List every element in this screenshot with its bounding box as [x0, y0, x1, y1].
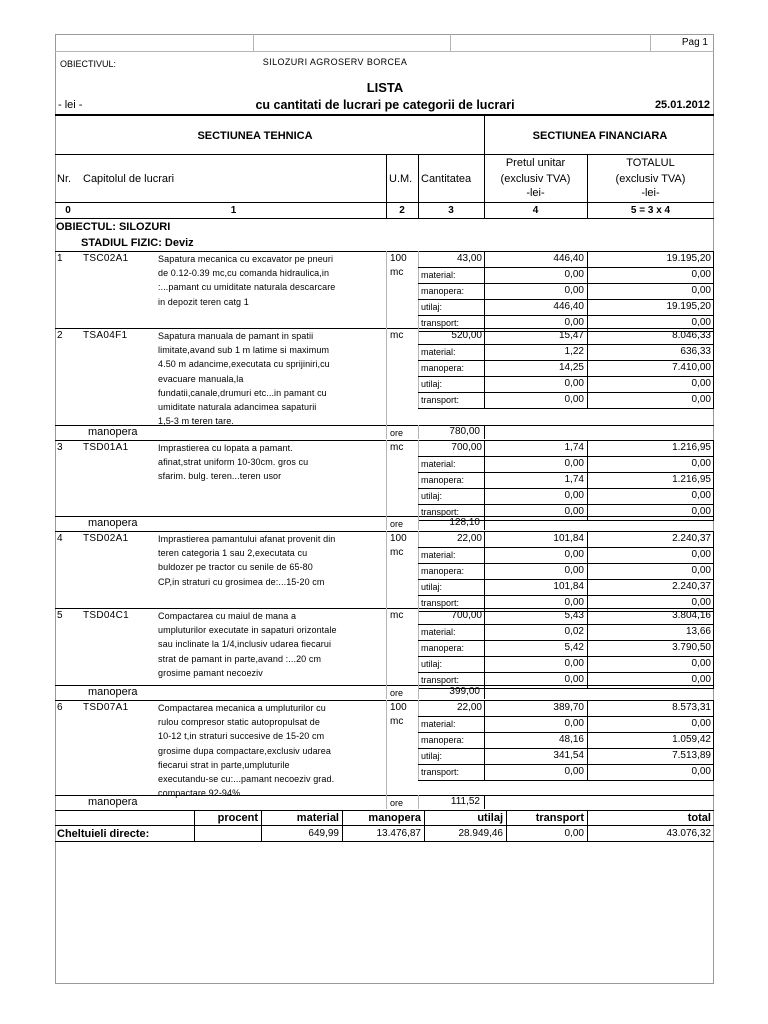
breakdown-total: 0,00 — [691, 506, 711, 517]
document-title: LISTA — [366, 80, 404, 95]
item-description-line: rulou compresor static autopropulsat de — [158, 717, 320, 728]
breakdown-total: 2.240,37 — [672, 581, 711, 592]
table-rule — [55, 531, 714, 532]
item-code: TSD04C1 — [83, 610, 130, 621]
breakdown-total: 7.513,89 — [672, 750, 711, 761]
item-code: TSC02A1 — [83, 253, 129, 264]
item-total: 8.573,31 — [672, 702, 711, 713]
breakdown-price: 0,00 — [564, 718, 584, 729]
breakdown-total: 0,00 — [691, 597, 711, 608]
item-quantity: 520,00 — [451, 330, 482, 341]
item-description-line: 1,5-3 m teren tare. — [158, 416, 234, 427]
header-total-line2: (exclusiv TVA) — [615, 173, 686, 185]
section-tehnica: SECTIUNEA TEHNICA — [197, 130, 313, 142]
breakdown-price: 0,00 — [564, 458, 584, 469]
manopera-label: manopera — [88, 796, 138, 808]
item-unit-price: 446,40 — [553, 253, 584, 264]
col-number: 5 = 3 x 4 — [630, 205, 671, 216]
table-rule — [386, 795, 387, 809]
table-rule — [713, 608, 714, 688]
table-rule — [713, 440, 714, 520]
item-unit: 100 — [390, 253, 407, 264]
table-rule — [418, 716, 714, 717]
item-description-line: Sapatura manuala de pamant in spatii — [158, 331, 314, 341]
breakdown-price: 101,84 — [553, 581, 584, 592]
table-rule — [418, 472, 714, 473]
item-number: 3 — [57, 442, 63, 453]
table-rule — [386, 251, 387, 331]
header-cantitate: Cantitatea — [421, 173, 472, 185]
breakdown-label: material: — [421, 347, 456, 357]
table-rule — [418, 748, 714, 749]
document-subtitle: cu cantitati de lucrari pe categorii de lucrari — [255, 98, 515, 112]
manopera-unit: ore — [390, 798, 404, 808]
header-pret-line3: -lei- — [526, 187, 545, 199]
breakdown-price: 0,02 — [564, 626, 584, 637]
item-unit: 100 — [390, 702, 407, 713]
breakdown-label: material: — [421, 459, 456, 469]
breakdown-total: 0,00 — [691, 269, 711, 280]
breakdown-total: 636,33 — [680, 346, 711, 357]
item-description-line: umpluturilor executate in sapaturi orizontale — [158, 625, 337, 636]
manopera-label: manopera — [88, 517, 138, 529]
item-description-line: grosime dupa compactare,exclusiv udarea — [158, 745, 331, 756]
item-description-line: de 0.12-0.39 mc,cu comanda hidraulica,in — [158, 268, 330, 279]
item-unit-price: 101,84 — [553, 533, 584, 544]
table-rule — [418, 376, 714, 377]
table-rule — [386, 608, 387, 688]
table-rule — [418, 488, 714, 489]
breakdown-total: 1.216,95 — [672, 474, 711, 485]
breakdown-total: 7.410,00 — [672, 362, 711, 373]
summary-material: 649,99 — [308, 828, 339, 839]
breakdown-price: 341,54 — [553, 750, 584, 761]
manopera-hours: 399,00 — [449, 686, 480, 697]
breakdown-label: transport: — [421, 675, 460, 685]
item-quantity: 700,00 — [451, 610, 482, 621]
summary-header-procent: procent — [217, 812, 258, 824]
item-description-line: compactare 92-94% — [158, 788, 241, 799]
summary-header-material: material — [296, 812, 339, 824]
item-unit: mc — [390, 610, 404, 621]
item-total: 2.240,37 — [672, 533, 711, 544]
summary-header-transport: transport — [535, 812, 584, 824]
item-description-line: teren categoria 1 sau 2,executata cu — [158, 548, 308, 559]
item-description-line: strat de pamant in parte,avand :...20 cm — [158, 653, 322, 664]
item-description-line: sau inclinate la 1/4,inclusiv udarea fiecarui — [158, 639, 332, 650]
breakdown-price: 0,00 — [564, 490, 584, 501]
header-nr: Nr. — [57, 173, 72, 185]
objectiv-name: SILOZURI AGROSERV BORCEA — [262, 57, 408, 67]
table-rule — [55, 328, 714, 329]
table-rule — [418, 640, 714, 641]
header-um: U.M. — [389, 173, 413, 185]
item-description-line: sfarim. bulg. teren...teren usor — [158, 471, 282, 482]
breakdown-label: transport: — [421, 507, 460, 517]
table-rule — [55, 425, 714, 426]
item-unit: mc — [390, 547, 404, 558]
breakdown-total: 1.059,42 — [672, 734, 711, 745]
summary-label: Cheltuieli directe: — [57, 828, 150, 840]
breakdown-label: transport: — [421, 318, 460, 328]
item-quantity: 43,00 — [456, 253, 482, 264]
table-rule — [386, 440, 387, 520]
item-unit: 100 — [390, 533, 407, 544]
col-number: 2 — [399, 205, 405, 216]
breakdown-total: 0,00 — [691, 718, 711, 729]
item-description-line: Compactarea mecanica a umpluturilor cu — [158, 703, 326, 713]
stadiul-label: STADIUL FIZIC: Deviz — [81, 237, 194, 249]
manopera-label: manopera — [88, 686, 138, 698]
col-number: 3 — [448, 205, 454, 216]
table-rule — [386, 425, 387, 439]
manopera-hours: 111,52 — [450, 796, 480, 807]
table-rule — [55, 516, 714, 517]
breakdown-label: manopera: — [421, 475, 465, 485]
breakdown-total: 0,00 — [691, 317, 711, 328]
header-total-line3: -lei- — [641, 187, 660, 199]
item-code: TSD07A1 — [83, 702, 129, 713]
item-description-line: 10-12 t,in straturi succesive de 15-20 cm — [158, 731, 325, 742]
breakdown-label: manopera: — [421, 735, 465, 745]
table-rule — [713, 700, 714, 780]
table-rule — [55, 685, 714, 686]
breakdown-price: 0,00 — [564, 565, 584, 576]
breakdown-total: 0,00 — [691, 766, 711, 777]
breakdown-total: 3.790,50 — [672, 642, 711, 653]
item-description-line: fiecarui strat in parte,umpluturile — [158, 759, 290, 770]
summary-utilaj: 28.949,46 — [458, 828, 503, 839]
item-unit-price: 1,74 — [564, 442, 584, 453]
item-number: 1 — [57, 253, 63, 264]
item-description-line: buldozer pe tractor cu senile de 65-80 — [158, 562, 313, 573]
table-rule — [418, 579, 714, 580]
summary-total: 43.076,32 — [666, 828, 711, 839]
table-rule — [418, 344, 714, 345]
item-number: 2 — [57, 330, 63, 341]
item-total: 19.195,20 — [666, 253, 711, 264]
breakdown-label: utilaj: — [421, 751, 443, 761]
manopera-hours: 780,00 — [449, 426, 480, 437]
breakdown-total: 0,00 — [691, 549, 711, 560]
breakdown-price: 0,00 — [564, 378, 584, 389]
breakdown-label: transport: — [421, 767, 460, 777]
item-description-line: fundatii,canale,drumuri etc...in pamant cu — [158, 387, 327, 398]
table-rule — [55, 700, 714, 701]
item-unit: mc — [390, 330, 404, 341]
item-total: 3.804,16 — [672, 610, 711, 621]
item-unit-price: 15,47 — [558, 330, 584, 341]
currency-label: - lei - — [58, 99, 83, 111]
breakdown-price: 0,00 — [564, 317, 584, 328]
table-rule — [55, 251, 714, 252]
item-description-line: grosime pamant necoeziv — [158, 667, 263, 678]
breakdown-label: material: — [421, 627, 456, 637]
item-number: 5 — [57, 610, 63, 621]
manopera-label: manopera — [88, 426, 138, 438]
col-number: 4 — [532, 205, 539, 216]
table-rule — [386, 531, 387, 611]
item-description-line: 4.50 m adancime,executata cu sprijiniri,cu — [158, 359, 330, 370]
table-rule — [484, 685, 485, 699]
table-rule — [484, 516, 485, 530]
summary-header-manopera: manopera — [368, 812, 421, 824]
item-description-line: CP,in straturi cu grosimea de:...15-20 cm — [158, 576, 325, 587]
breakdown-price: 1,22 — [564, 346, 584, 357]
header-capitol: Capitolul de lucrari — [83, 173, 175, 185]
objectiv-label: OBIECTIVUL: — [60, 59, 117, 69]
manopera-unit: ore — [390, 519, 404, 529]
summary-transport: 0,00 — [564, 828, 584, 839]
breakdown-label: material: — [421, 270, 456, 280]
item-unit: mc — [390, 442, 404, 453]
breakdown-total: 0,00 — [691, 378, 711, 389]
header-pret-line2: (exclusiv TVA) — [500, 173, 571, 185]
item-code: TSD02A1 — [83, 533, 129, 544]
item-description-line: Sapatura mecanica cu excavator pe pneuri — [158, 254, 334, 264]
item-description-line: in depozit teren catg 1 — [158, 296, 249, 307]
breakdown-label: material: — [421, 550, 456, 560]
breakdown-price: 48,16 — [558, 734, 584, 745]
col-number: 0 — [65, 205, 71, 216]
item-quantity: 22,00 — [456, 702, 482, 713]
breakdown-label: manopera: — [421, 286, 465, 296]
table-rule — [386, 328, 387, 425]
breakdown-label: manopera: — [421, 643, 465, 653]
breakdown-total: 13,66 — [685, 626, 711, 637]
breakdown-total: 0,00 — [691, 490, 711, 501]
document-date: 25.01.2012 — [654, 99, 710, 111]
item-code: TSA04F1 — [83, 330, 128, 341]
breakdown-price: 0,00 — [564, 597, 584, 608]
item-description-line: limitate,avand sub 1 m latime si maximum — [158, 345, 330, 356]
section-financiara: SECTIUNEA FINANCIARA — [532, 130, 668, 142]
table-rule — [418, 624, 714, 625]
item-number: 4 — [57, 533, 63, 544]
breakdown-label: utilaj: — [421, 582, 443, 592]
item-unit-price: 5,43 — [564, 610, 584, 621]
header-total-line1: TOTALUL — [626, 157, 675, 169]
table-rule — [418, 780, 714, 781]
breakdown-price: 0,00 — [564, 766, 584, 777]
table-rule — [55, 440, 714, 441]
table-rule — [418, 392, 714, 393]
table-rule — [418, 764, 714, 765]
item-unit: mc — [390, 267, 404, 278]
header-pret-line1: Pretul unitar — [505, 157, 566, 169]
breakdown-total: 0,00 — [691, 658, 711, 669]
table-rule — [418, 299, 714, 300]
table-rule — [418, 563, 714, 564]
table-rule — [418, 267, 714, 268]
table-rule — [418, 656, 714, 657]
item-unit-price: 389,70 — [553, 702, 584, 713]
manopera-unit: ore — [390, 688, 404, 698]
table-rule — [418, 732, 714, 733]
breakdown-label: utilaj: — [421, 379, 443, 389]
item-unit: mc — [390, 716, 404, 727]
breakdown-label: utilaj: — [421, 302, 443, 312]
manopera-unit: ore — [390, 428, 404, 438]
col-number: 1 — [230, 205, 237, 216]
item-description-line: :...pamant cu umiditate naturala descarcare — [158, 282, 336, 293]
table-rule — [55, 795, 714, 796]
breakdown-price: 0,00 — [564, 285, 584, 296]
breakdown-price: 5,42 — [564, 642, 584, 653]
breakdown-price: 0,00 — [564, 674, 584, 685]
item-description-line: evacuare manuala,la — [158, 373, 244, 384]
item-quantity: 22,00 — [456, 533, 482, 544]
breakdown-label: utilaj: — [421, 491, 443, 501]
breakdown-label: manopera: — [421, 363, 465, 373]
item-description-line: Compactarea cu maiul de mana a — [158, 611, 297, 621]
breakdown-price: 0,00 — [564, 394, 584, 405]
item-description-line: Imprastierea cu lopata a pamant. — [158, 443, 293, 453]
table-rule — [484, 425, 485, 439]
breakdown-total: 0,00 — [691, 565, 711, 576]
summary-header-total: total — [687, 812, 711, 824]
item-description-line: afinat,strat uniform 10-30cm. gros cu — [158, 457, 309, 468]
breakdown-label: transport: — [421, 395, 460, 405]
breakdown-price: 14,25 — [558, 362, 584, 373]
breakdown-price: 0,00 — [564, 549, 584, 560]
breakdown-price: 1,74 — [564, 474, 584, 485]
item-description-line: Imprastierea pamantului afanat provenit din — [158, 534, 336, 544]
table-rule — [418, 672, 714, 673]
breakdown-price: 446,40 — [553, 301, 584, 312]
table-rule — [386, 685, 387, 699]
table-rule — [484, 795, 485, 809]
breakdown-total: 0,00 — [691, 285, 711, 296]
item-quantity: 700,00 — [451, 442, 482, 453]
breakdown-total: 0,00 — [691, 458, 711, 469]
manopera-hours: 128,10 — [449, 517, 480, 528]
breakdown-label: utilaj: — [421, 659, 443, 669]
item-description-line: umiditate naturala adancimea sapaturii — [158, 402, 317, 412]
table-rule — [418, 456, 714, 457]
table-rule — [713, 531, 714, 611]
item-number: 6 — [57, 702, 63, 713]
table-rule — [386, 700, 387, 795]
breakdown-price: 0,00 — [564, 658, 584, 669]
table-rule — [418, 283, 714, 284]
table-rule — [418, 504, 714, 505]
table-rule — [55, 608, 714, 609]
table-rule — [418, 360, 714, 361]
table-rule — [418, 315, 714, 316]
breakdown-price: 0,00 — [564, 506, 584, 517]
item-description-line: executandu-se cu:...pamant necoeziv grad. — [158, 774, 335, 784]
table-rule — [418, 408, 714, 409]
table-rule — [418, 547, 714, 548]
breakdown-total: 19.195,20 — [666, 301, 711, 312]
breakdown-total: 0,00 — [691, 674, 711, 685]
summary-manopera: 13.476,87 — [376, 828, 421, 839]
breakdown-label: material: — [421, 719, 456, 729]
table-rule — [713, 328, 714, 408]
summary-header-utilaj: utilaj — [477, 812, 503, 824]
breakdown-label: manopera: — [421, 566, 465, 576]
obiectul-label: OBIECTUL: SILOZURI — [56, 221, 171, 233]
breakdown-label: transport: — [421, 598, 460, 608]
breakdown-total: 0,00 — [691, 394, 711, 405]
item-total: 1.216,95 — [672, 442, 711, 453]
table-rule — [713, 251, 714, 331]
breakdown-price: 0,00 — [564, 269, 584, 280]
item-total: 8.046,33 — [672, 330, 711, 341]
table-rule — [386, 516, 387, 530]
item-code: TSD01A1 — [83, 442, 129, 453]
page-number: Pag 1 — [681, 37, 708, 48]
table-rule — [418, 595, 714, 596]
